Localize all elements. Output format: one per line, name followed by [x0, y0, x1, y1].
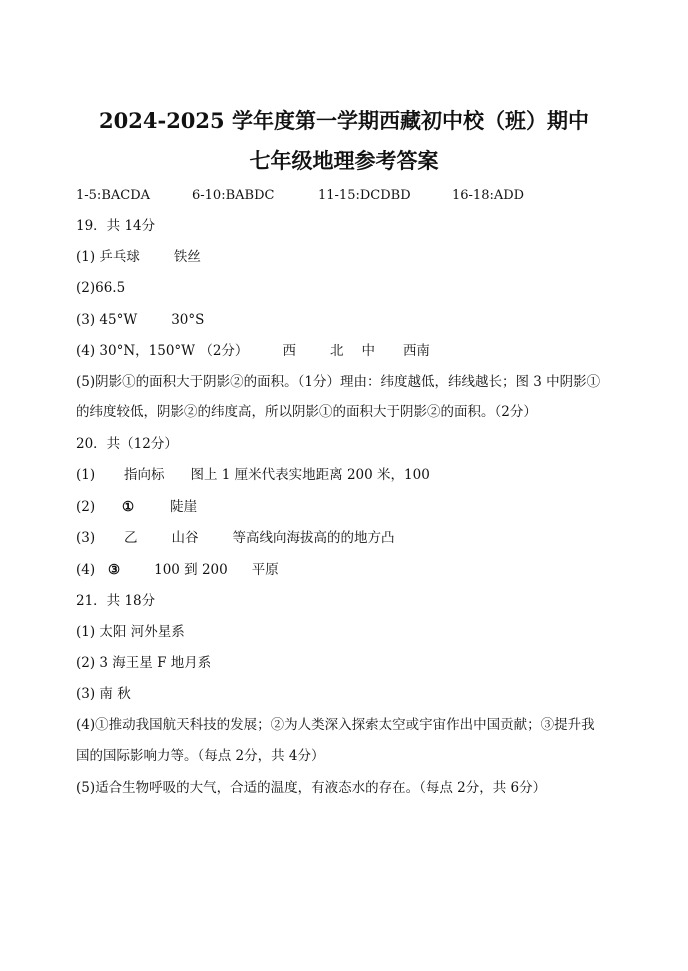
q20-part4-num: (4) — [76, 562, 96, 578]
q21-part2: (2) 3 海王星 F 地月系 — [76, 655, 212, 671]
q20-part1-a: 指向标 — [124, 467, 165, 483]
q20-part1-b: 图上 1 厘米代表实地距离 200 米，100 — [190, 467, 430, 483]
q21-part1: (1) 太阳 河外星系 — [76, 624, 185, 640]
q20-part1 — [76, 465, 430, 485]
mc-answer-6-10: 6-10:BABDC — [192, 188, 275, 203]
q19-part1 — [76, 247, 201, 267]
mc-answer-16-18: 16-18:ADD — [452, 188, 525, 203]
q19-part4-e: 西南 — [402, 343, 430, 359]
q20-part2-b: 陡崖 — [170, 499, 198, 515]
q21-part4-line2: 国的国际影响力等。（每点 2分，共 4分） — [76, 748, 325, 764]
q20-part4-b: 100 到 200 — [154, 562, 228, 578]
q19-part3-b: 30°S — [171, 312, 205, 328]
q19-part1-b: 铁丝 — [173, 249, 201, 265]
q21-part3: (3) 南 秋 — [76, 686, 131, 702]
q20-part3-b: 山谷 — [171, 530, 199, 546]
q19-part5-line1: (5)阴影①的面积大于阴影②的面积。（1分）理由：纬度越低，纬线越长；图 3 中阴影① — [76, 374, 601, 390]
q20-part2 — [76, 497, 197, 517]
q20-part3 — [76, 528, 395, 548]
q19-part1-a: (1) 乒乓球 — [76, 249, 140, 265]
q21-heading: 21．共 18分 — [76, 593, 156, 609]
q19-part4-a: (4) 30°N，150°W （2分） — [76, 343, 249, 359]
q19-heading: 19．共 14分 — [76, 218, 156, 234]
q20-part2-a: ① — [122, 499, 135, 515]
q19-part5-line2: 的纬度较低，阴影②的纬度高，所以阴影①的面积大于阴影②的面积。（2分） — [76, 404, 537, 420]
mc-answer-11-15: 11-15:DCDBD — [318, 188, 411, 203]
mc-answer-1-5: 1-5:BACDA — [76, 188, 151, 203]
q20-part4-c: 平原 — [251, 562, 279, 578]
q19-part4-c: 北 — [329, 343, 344, 359]
q21-part5: (5)适合生物呼吸的大气，合适的温度，有液态水的存在。（每点 2分，共 6分） — [76, 780, 547, 796]
q20-part4 — [76, 560, 279, 580]
q20-part4-a: ③ — [108, 562, 121, 578]
q21-part4-line1: (4)①推动我国航天科技的发展；②为人类深入探索太空或宇宙作出中国贡献；③提升我 — [76, 717, 595, 733]
q19-part3-a: (3) 45°W — [76, 312, 138, 328]
q19-part4 — [76, 341, 430, 361]
q20-part1-num: (1) — [76, 467, 96, 483]
document-title: 2024-2025 学年度第一学期西藏初中校（班）期中 — [99, 108, 589, 133]
q20-part3-c: 等高线向海拔高的的地方凸 — [232, 530, 395, 546]
q19-part3 — [76, 310, 204, 330]
q20-part3-num: (3) — [76, 530, 96, 546]
q19-part2: (2)66.5 — [76, 280, 126, 296]
q20-part2-num: (2) — [76, 499, 96, 515]
q19-part4-b: 西 — [282, 343, 296, 359]
document-subtitle: 七年级地理参考答案 — [249, 148, 439, 173]
q20-heading: 20．共（12分） — [76, 436, 178, 452]
q19-part4-d: 中 — [361, 343, 375, 359]
q20-part3-a: 乙 — [124, 530, 138, 546]
